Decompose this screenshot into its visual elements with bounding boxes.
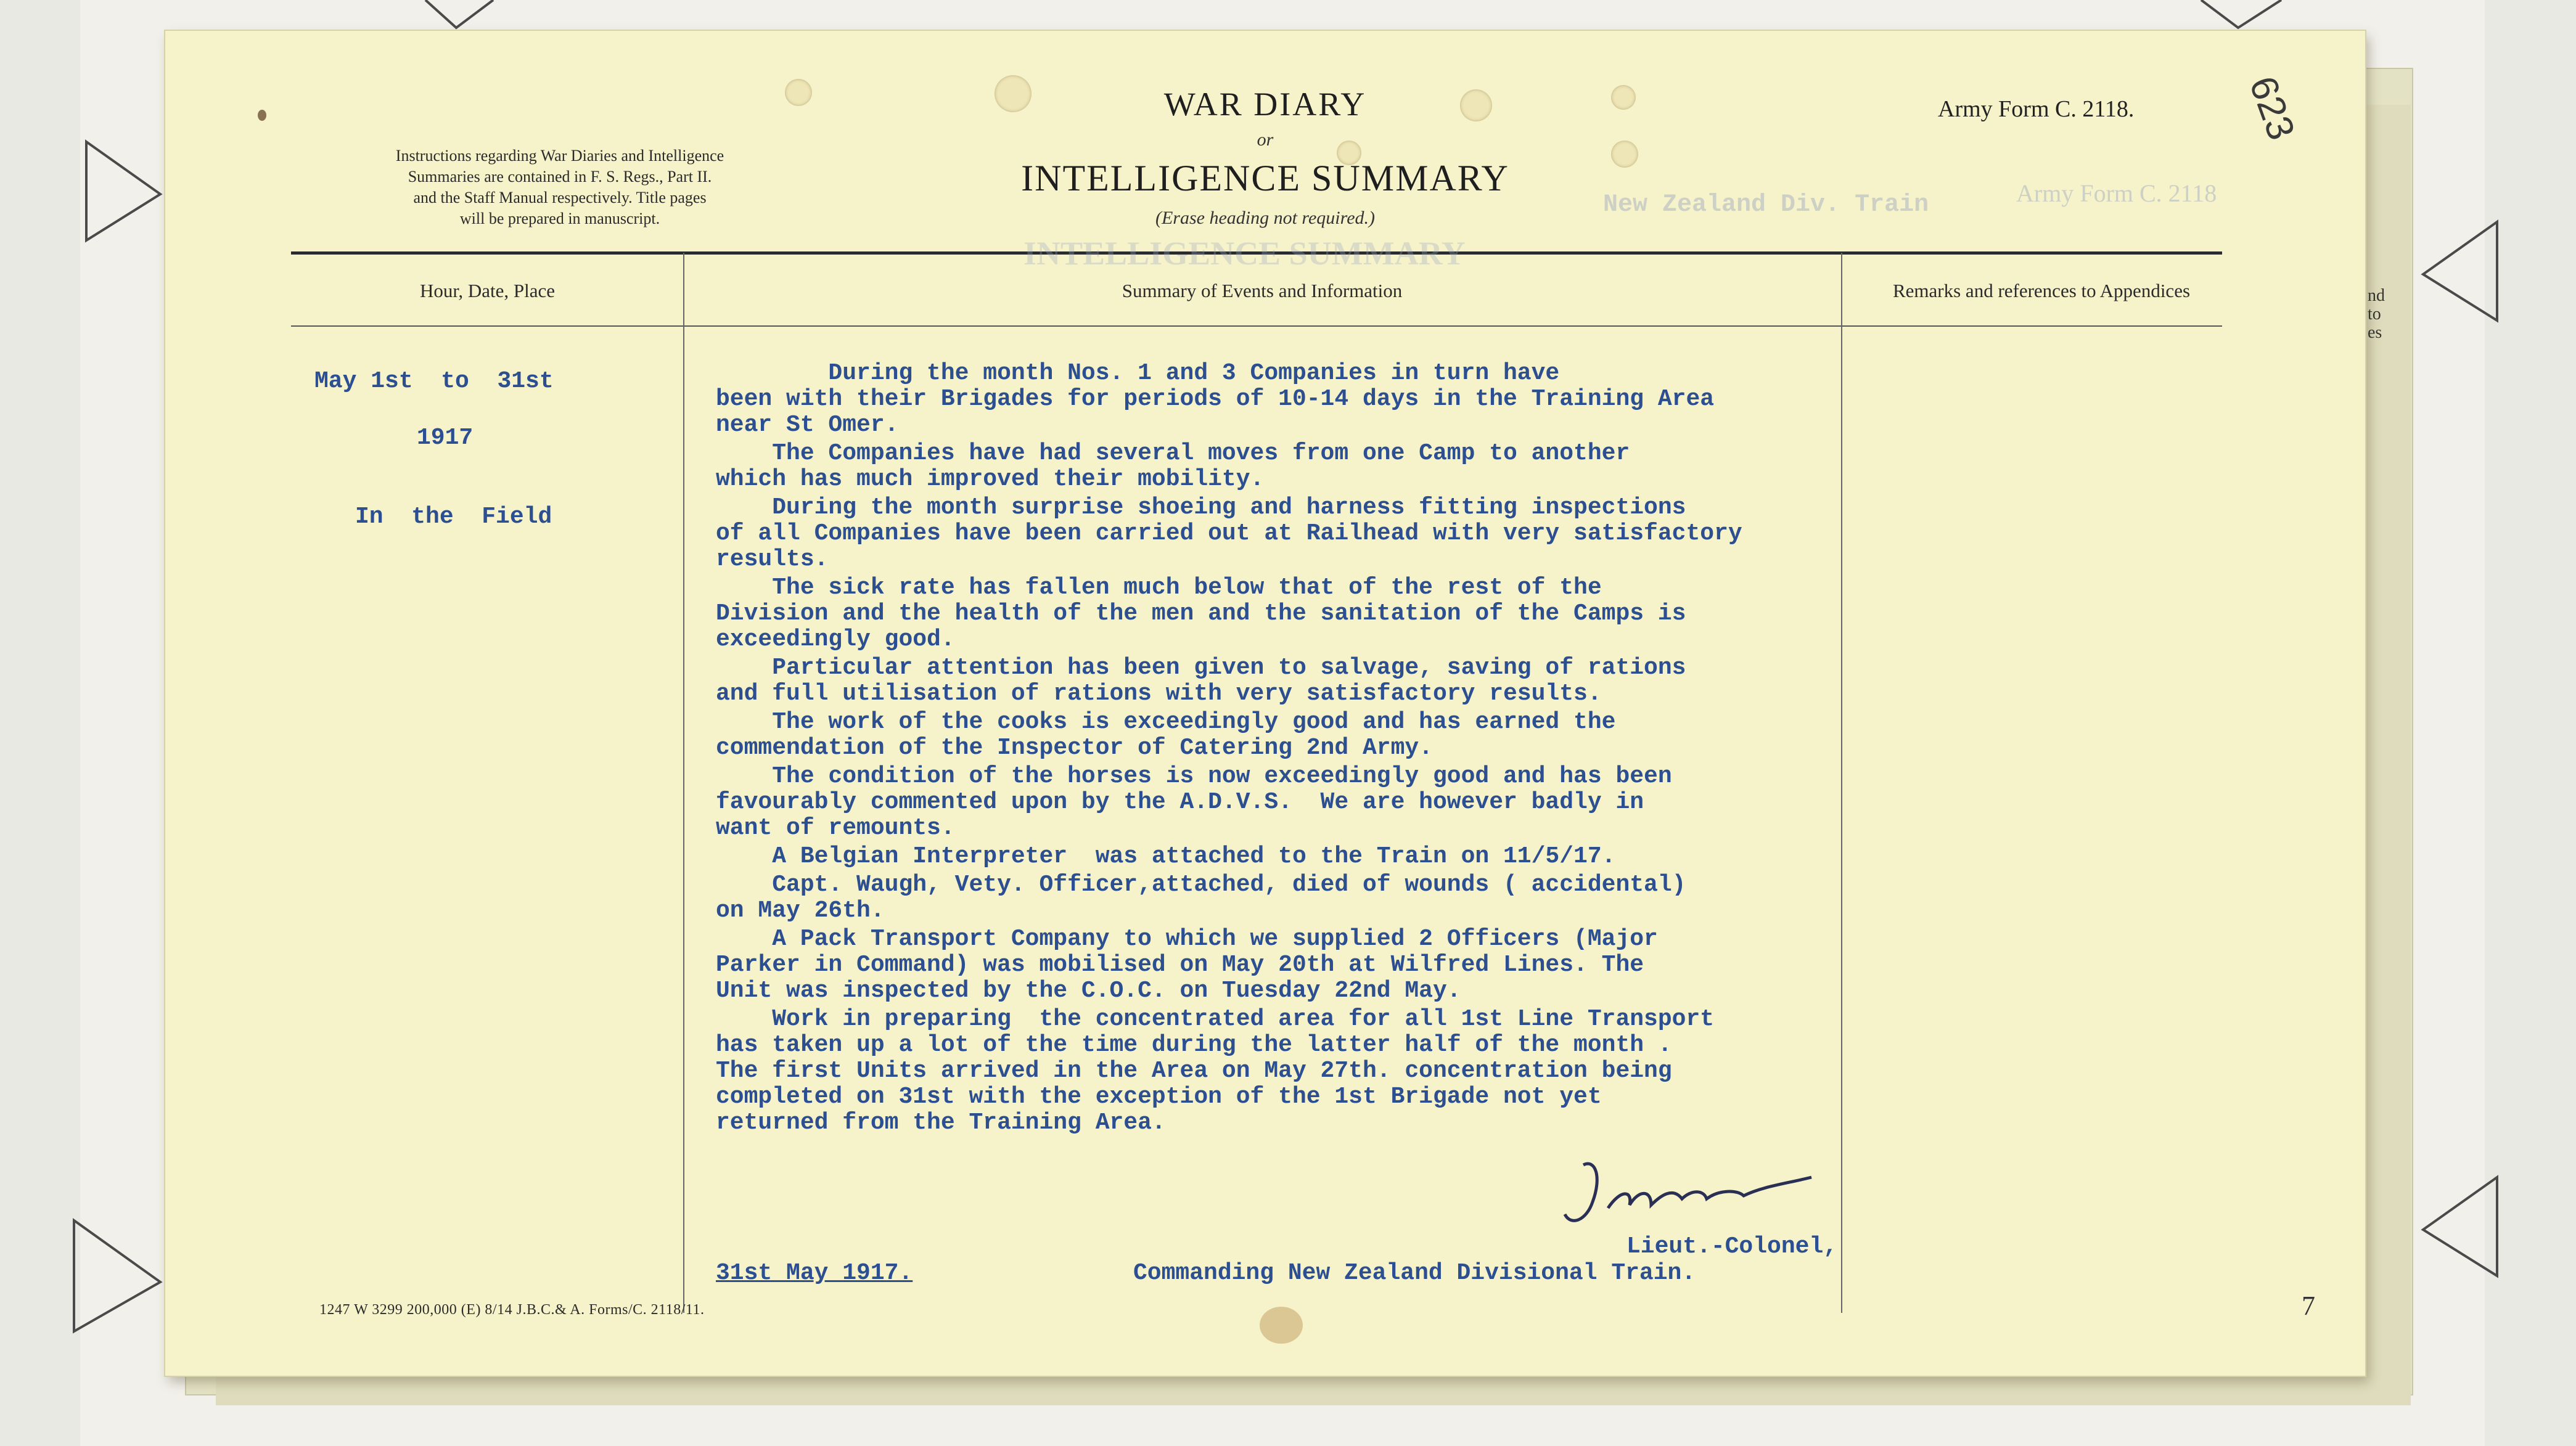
entry-date-range: May 1st to 31st [314,368,554,394]
title-intelligence-summary: INTELLIGENCE SUMMARY [1021,158,1509,198]
body-line: Work in preparing the concentrated area for all 1st Line Transport [716,1006,1715,1032]
body-line: The condition of the horses is now exceedingly good and has been [716,763,1672,790]
instructions-line: will be prepared in manuscript. [459,210,660,227]
body-line: been with their Brigades for periods of 10-14 days in the Training Area [716,386,1715,412]
instructions-line: and the Staff Manual respectively. Title pages [413,189,707,206]
body-line: want of remounts. [716,815,955,841]
body-line: Parker in Command) was mobilised on May 20th at Wilfred Lines. The [716,952,1644,978]
underlying-edge-text: es [2368,323,2382,342]
col-head-remarks: Remarks and references to Appendices [1892,280,2191,301]
signatory-rank: Lieut.-Colonel, [1626,1233,1838,1260]
margin-triangle-mark [419,0,543,31]
title-or: or [1257,129,1274,150]
body-line: A Belgian Interpreter was attached to the Train on 11/5/17. [716,843,1616,870]
underlying-edge-labels [2368,287,2385,342]
entry-place: In the Field [355,504,552,530]
margin-triangle-mark [2195,0,2318,31]
col-head-hour-date-place: Hour, Date, Place [419,280,556,301]
sheet-number: 623 [2241,71,2303,145]
body-line: of all Companies have been carried out at Railhead with very satisfactory [716,520,1742,547]
erase-heading-note: (Erase heading not required.) [1155,208,1376,228]
body-line: Unit was inspected by the C.O.C. on Tuesday 22nd May. [716,978,1461,1004]
col-head-summary: Summary of Events and Information [1122,280,1403,301]
instructions-line: Instructions regarding War Diaries and Intelligence [395,147,724,165]
paper-stain [1260,1307,1303,1344]
body-line: favourably commented upon by the A.D.V.S. We are however badly in [716,789,1644,815]
body-line: on May 26th. [716,897,885,924]
sign-date: 31st May 1917. [716,1260,913,1286]
body-line: The work of the cooks is exceedingly good and has earned the [716,709,1616,735]
body-line: A Pack Transport Company to which we supplied 2 Officers (Major [716,926,1658,952]
body-line: which has much improved their mobility. [716,466,1265,492]
underlying-edge-text: nd [2368,286,2385,305]
signatory-appointment: Commanding New Zealand Divisional Train. [1133,1260,1696,1286]
underlying-edge-text: to [2368,304,2381,324]
body-line: completed on 31st with the exception of the 1st Brigade not yet [716,1084,1602,1110]
body-line: returned from the Training Area. [716,1109,1166,1136]
underlying-text: INTELLIGENCE SUMMARY [1023,235,1466,272]
summary-body [716,360,1742,1163]
margin-triangle-mark [2417,1171,2509,1282]
body-line: During the month surprise shoeing and harness fitting inspections [716,494,1686,521]
body-line: The sick rate has fallen much below that of the rest of the [716,574,1602,601]
margin-triangle-mark [62,1214,166,1338]
footer-print-code: 1247 W 3299 200,000 (E) 8/14 J.B.C.& A. Forms/C. 2118/11. [319,1302,705,1318]
entry-year: 1917 [417,425,474,451]
body-line: The Companies have had several moves from one Camp to another [716,440,1630,467]
margin-page-mark: 7 [2302,1291,2315,1321]
body-line: During the month Nos. 1 and 3 Companies in turn have [716,360,1560,386]
army-form-number: Army Form C. 2118. [1938,96,2135,122]
body-line: results. [716,546,829,573]
body-line: commendation of the Inspector of Catering 2nd Army. [716,735,1433,761]
body-line: The first Units arrived in the Area on May 27th. concentration being [716,1058,1672,1084]
margin-triangle-mark [74,136,166,247]
signature-mark [1559,1153,1830,1239]
body-line: has taken up a lot of the time during the latter half of the month . [716,1032,1672,1058]
body-line: exceedingly good. [716,626,955,653]
war-diary-page [165,31,2365,1376]
column-divider [683,253,684,1313]
column-divider [1841,253,1842,1313]
body-line: near St Omer. [716,412,899,438]
underlying-text: New Zealand Div. Train [1603,191,1929,219]
title-war-diary: WAR DIARY [1163,86,1367,123]
instructions-line: Summaries are contained in F. S. Regs., Part II. [408,168,712,186]
underlying-text: Army Form C. 2118 [2016,179,2217,207]
column-header-rule [291,325,2222,327]
margin-triangle-mark [2417,216,2509,327]
body-line: Particular attention has been given to salvage, saving of rations [716,655,1686,681]
body-line: Capt. Waugh, Vety. Officer,attached, died of wounds ( accidental) [716,872,1686,898]
body-line: and full utilisation of rations with very satisfactory results. [716,680,1602,707]
body-line: Division and the health of the men and the sanitation of the Camps is [716,600,1686,627]
